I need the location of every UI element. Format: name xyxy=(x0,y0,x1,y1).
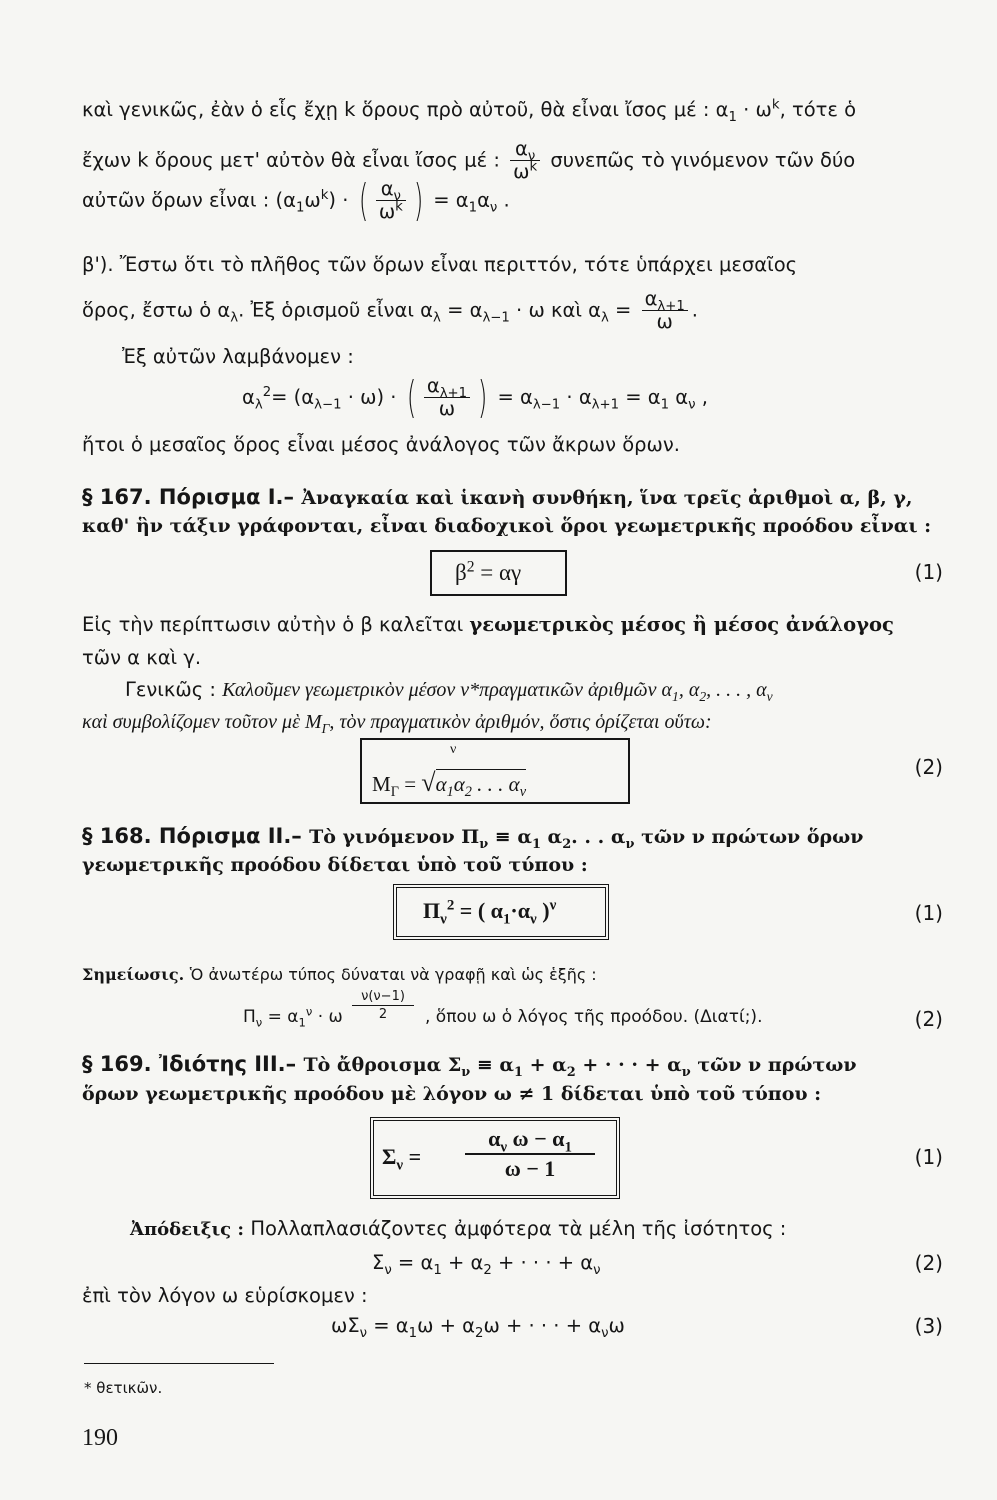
italic-text: , τὸν πραγματικὸν ἀριθμόν, ὅστις ὁρίζεται οὕτω: xyxy=(329,711,712,733)
bold-term: γεωμετρικὸς μέσος ἢ μέσος ἀνάλογος xyxy=(469,613,894,636)
subscript: 1 xyxy=(564,1139,572,1156)
text: ω xyxy=(608,1314,625,1337)
text: , τότε ὁ xyxy=(779,98,857,121)
text: Ὁ ἀνωτέρω τύπος δύναται νὰ γραφῇ καὶ ὡς ἑξῆς : xyxy=(189,965,597,984)
equation-number: (1) xyxy=(914,1145,943,1169)
italic-text: , . . . , α xyxy=(706,679,767,701)
fraction xyxy=(642,288,688,334)
text: + · · · + α xyxy=(575,1054,682,1076)
text: Γενικῶς : xyxy=(125,678,223,701)
text: γεωμετρικῆς προόδου δίδεται ὑπὸ τοῦ τύπου : xyxy=(82,854,588,876)
text: M xyxy=(372,772,391,796)
subscript: 1 xyxy=(295,200,305,216)
text: ωΣ xyxy=(331,1314,360,1337)
superscript: k xyxy=(320,187,329,203)
left-paren: ( xyxy=(358,174,368,226)
text-line xyxy=(82,255,944,275)
text: = α xyxy=(497,385,533,409)
text-line xyxy=(82,97,944,125)
exponent-fraction xyxy=(352,990,414,1021)
denominator: ω xyxy=(378,200,396,224)
subscript: ν xyxy=(359,1325,368,1341)
superscript: 2 xyxy=(446,897,455,914)
section-168-title: § 168. Πόρισμα II.– xyxy=(82,824,310,848)
text: = α xyxy=(391,1251,434,1274)
italic-text: Καλοῦμεν γεωμετρικὸν μέσον ν*πραγματικῶν ἀριθμῶν α xyxy=(222,679,673,701)
text: = α xyxy=(367,1314,409,1337)
equation xyxy=(331,1314,625,1341)
fraction xyxy=(510,138,540,184)
subscript: λ xyxy=(254,397,263,413)
fraction xyxy=(376,178,406,224)
fraction xyxy=(465,1128,595,1180)
italic-text: καὶ συμβολίζομεν τοῦτον μὲ M xyxy=(82,711,322,733)
numerator xyxy=(465,1128,595,1155)
equation xyxy=(372,1251,601,1278)
text: ≡ α xyxy=(470,1054,515,1076)
text: ἔχων k ὅρους μετ' αὐτὸν θὰ εἶναι ἴσος μέ : xyxy=(82,148,500,172)
text: τῶν ν πρώτων ὅρων xyxy=(634,826,864,848)
subscript: 1 xyxy=(728,109,737,125)
subscript: 1 xyxy=(660,397,670,413)
subscript: 2 xyxy=(566,1064,576,1080)
text: ἤτοι ὁ μεσαῖος ὅρος εἶναι μέσος ἀνάλογος τῶν ἄκρων ὅρων. xyxy=(82,433,680,456)
text: α xyxy=(669,385,689,409)
numerator: α xyxy=(380,177,394,200)
subscript: Γ xyxy=(321,721,330,736)
subscript: 1 xyxy=(514,1064,524,1080)
text: = xyxy=(398,772,422,796)
subscript: ν xyxy=(601,1325,609,1341)
right-paren: ) xyxy=(413,174,424,226)
text: . Ἐξ ὁρισμοῦ εἶναι α xyxy=(238,298,434,322)
numerator: α xyxy=(515,137,528,160)
subscript: λ+1 xyxy=(657,298,685,314)
text-line xyxy=(82,711,944,736)
text: Εἰς τὴν περίπτωσιν αὐτὴν ὁ β καλεῖται xyxy=(82,613,470,636)
text: α xyxy=(453,772,465,796)
denominator: ω xyxy=(438,397,456,421)
formula xyxy=(243,1004,343,1030)
formula: $M_\Gamma = √\alpha_1\alpha_2$ . . . $\alpha_\nu$ xyxy=(372,768,527,801)
section-167-text: Ἀναγκαία καὶ ἱκανὴ συνθήκη, ἵνα τρεῖς ἀριθμοὶ α, β, γ, xyxy=(301,487,913,509)
text: β'). Ἔστω ὅτι τὸ πλῆθος τῶν ὅρων εἶναι περιττόν, τότε ὑπάρχει μεσαῖος xyxy=(82,253,798,276)
text-line xyxy=(82,615,944,635)
text: + α xyxy=(523,1054,567,1076)
text: . . . α xyxy=(471,772,520,796)
superscript: ν xyxy=(549,897,557,914)
text-line: ὅρος, ἔστω ὁ $\alpha_\lambda$. Ἐξ ὁρισμοῦ εἶναι $\alpha_\lambda = \alpha_{\lambda-1} \cdot \omega$ καὶ $\alpha_\lambda$ = $\frac{\alpha_{\lambda+1}}{\omega}$ . xyxy=(82,287,698,334)
subscript: ν xyxy=(393,188,401,204)
equation-number: (2) xyxy=(914,1007,943,1031)
proof-label: Ἀπόδειξις : xyxy=(130,1219,251,1240)
text: ·α xyxy=(510,898,531,923)
text: · ω) · xyxy=(341,385,397,409)
subscript: 2 xyxy=(475,1325,484,1341)
section-167-title: § 167. Πόρισμα I.– xyxy=(82,485,302,509)
text: ω + α xyxy=(417,1314,476,1337)
text: · α xyxy=(560,385,592,409)
subscript: ν xyxy=(688,397,696,413)
text: = α xyxy=(433,188,469,212)
text: ὅρων γεωμετρικῆς προόδου μὲ λόγον ω ≠ 1 δίδεται ὑπὸ τοῦ τύπου : xyxy=(82,1083,822,1105)
text: = ( α xyxy=(454,898,503,923)
numerator: α xyxy=(644,287,658,310)
text: · ω xyxy=(736,98,772,121)
subscript: ν xyxy=(255,1015,263,1030)
text-line: αὐτῶν ὅρων εἶναι : $(\alpha_1\omega^k)$ · ( $\frac{\alpha_\nu}{\omega^k}$ ) = $\alpha_1\alpha_\nu$ . xyxy=(82,174,510,226)
exponent-numerator: ν(ν−1) xyxy=(352,990,414,1006)
subscript: ν xyxy=(384,1262,392,1278)
text: + α xyxy=(441,1251,484,1274)
numerator: α xyxy=(426,374,440,397)
text: Πολλαπλασιάζοντες ἀμφότερα τὰ μέλη τῆς ἰσότητος : xyxy=(250,1217,787,1240)
superscript: k xyxy=(395,199,403,215)
subscript: 1 xyxy=(502,911,511,928)
equation-number: (2) xyxy=(914,755,943,779)
superscript: ν xyxy=(305,1004,313,1019)
text: ω − α xyxy=(507,1126,565,1151)
text: ) · xyxy=(328,188,349,212)
equation-number: (1) xyxy=(914,901,943,925)
left-paren: ( xyxy=(406,371,416,423)
subscript: ν xyxy=(489,200,498,216)
equation-line: $\alpha_\lambda^2= (\alpha_{\lambda-1} \cdot \omega)$ · ( $\frac{\alpha_{\lambda+1}}{\omega}$ ) = $\alpha_{\lambda-1} \cdot \alpha_{\lambda+1} = \alpha_1$ $\alpha_\nu$ , xyxy=(242,371,708,423)
text: ) xyxy=(536,898,550,923)
radical-index: ν xyxy=(450,742,457,757)
subscript: 1 xyxy=(672,689,679,704)
subscript: λ−1 xyxy=(482,310,510,326)
subscript: ν xyxy=(440,911,447,928)
text: β xyxy=(455,560,467,585)
text-line xyxy=(130,1219,992,1239)
subscript: ν xyxy=(519,784,527,801)
text: καθ' ἣν τάξιν γράφονται, εἶναι διαδοχικοὶ ὅροι γεωμετρικῆς προόδου εἶναι : xyxy=(82,515,932,537)
text: · ω καὶ α xyxy=(509,298,601,322)
text: = (α xyxy=(271,385,315,409)
equation-number: (2) xyxy=(914,1251,943,1275)
subscript: 1 xyxy=(446,784,454,801)
text: Τὸ γινόμενον Π xyxy=(309,826,480,848)
text-line xyxy=(122,347,984,367)
text: Π xyxy=(243,1007,256,1027)
superscript: k xyxy=(771,97,780,113)
text: α xyxy=(435,772,447,796)
footnote-rule xyxy=(84,1363,274,1364)
text: αὐτῶν ὅρων εἶναι : (α xyxy=(82,188,296,212)
fraction xyxy=(424,375,470,421)
text-line xyxy=(82,517,944,536)
superscript: 2 xyxy=(466,558,475,576)
formula-text: , ὅπου ω ὁ λόγος τῆς προόδου. (Διατί;). xyxy=(425,1007,763,1027)
formula xyxy=(455,558,522,585)
section-169-title: § 169. Ἰδιότης III.– xyxy=(82,1052,304,1076)
subscript: ν xyxy=(766,689,773,704)
subscript: λ+1 xyxy=(591,397,620,413)
text: α xyxy=(242,385,255,409)
text-line xyxy=(82,1085,944,1104)
subscript: 1 xyxy=(408,1325,418,1341)
subscript: ν xyxy=(530,911,537,928)
text: συνεπῶς τὸ γινόμενον τῶν δύο xyxy=(550,148,856,172)
text-line xyxy=(82,435,944,455)
subscript: 2 xyxy=(464,784,472,801)
subscript: ν xyxy=(479,836,489,852)
page-number: 190 xyxy=(82,1425,118,1451)
subscript: ν xyxy=(461,1064,471,1080)
text: Σ xyxy=(382,1144,397,1169)
subscript: λ xyxy=(230,310,239,326)
text: = α xyxy=(619,385,661,409)
right-paren: ) xyxy=(477,371,488,423)
footnote: * θετικῶν. xyxy=(84,1379,163,1397)
text-line xyxy=(125,678,945,704)
text: ≡ α xyxy=(488,826,532,848)
superscript: k xyxy=(529,159,538,175)
text: ἐπὶ τὸν λόγον ω εὑρίσκομεν : xyxy=(82,1284,368,1307)
subscript: 1 xyxy=(298,1015,306,1030)
text: . . . α xyxy=(571,826,626,848)
subscript: ν xyxy=(396,1157,404,1174)
subscript: ν xyxy=(681,1064,691,1080)
denominator: ω − 1 xyxy=(504,1156,556,1181)
formula-lhs xyxy=(382,1144,422,1174)
text-line xyxy=(82,138,944,184)
text: Τὸ ἄθροισμα Σ xyxy=(303,1054,462,1076)
text: Ἐξ αὐτῶν λαμβάνομεν : xyxy=(122,345,354,368)
text-line xyxy=(82,1286,944,1306)
text-line xyxy=(82,856,944,875)
denominator: ω xyxy=(656,310,673,334)
text: τῶν α καὶ γ. xyxy=(82,646,202,669)
text: = α xyxy=(440,298,483,322)
subscript: Γ xyxy=(390,784,399,801)
subscript: 1 xyxy=(468,200,478,216)
text: α xyxy=(540,826,563,848)
subscript: λ xyxy=(600,310,609,326)
superscript: 2 xyxy=(262,384,272,400)
denominator: ω xyxy=(513,160,530,184)
text: Π xyxy=(423,898,441,923)
subscript: 2 xyxy=(483,1262,492,1278)
text: · ω xyxy=(312,1007,343,1027)
note-label: Σημείωσις. xyxy=(82,965,190,984)
text: ω xyxy=(304,188,321,212)
exponent-denominator: 2 xyxy=(378,1007,388,1022)
subscript: λ xyxy=(433,310,441,326)
text: Σ xyxy=(372,1251,385,1274)
italic-text: , α xyxy=(678,679,700,701)
section-heading xyxy=(82,824,944,852)
section-heading xyxy=(82,487,944,508)
subscript: λ−1 xyxy=(532,397,561,413)
subscript: 1 xyxy=(531,836,541,852)
subscript: λ−1 xyxy=(314,397,342,413)
section-heading xyxy=(82,1052,944,1080)
text: καὶ γενικῶς, ἐὰν ὁ εἷς ἔχῃ k ὅρους πρὸ αὐτοῦ, θὰ εἶναι ἴσος μέ : α xyxy=(82,98,729,121)
text: τῶν ν πρώτων xyxy=(690,1054,857,1076)
equation-number: (1) xyxy=(914,560,943,584)
subscript: λ+1 xyxy=(439,385,468,401)
text: = αγ xyxy=(474,560,522,585)
text: = xyxy=(608,298,632,322)
subscript: 2 xyxy=(562,836,572,852)
text-line xyxy=(82,648,944,668)
text: ω + · · · + α xyxy=(483,1314,602,1337)
subscript: 2 xyxy=(699,689,707,704)
text: = xyxy=(403,1144,422,1169)
subscript: ν xyxy=(500,1139,508,1156)
text: + · · · + α xyxy=(491,1251,594,1274)
subscript: ν xyxy=(625,836,635,852)
equation-number: (3) xyxy=(914,1314,943,1338)
text: α xyxy=(477,188,490,212)
text: = α xyxy=(262,1007,299,1027)
subscript: 1 xyxy=(433,1262,442,1278)
text: α xyxy=(488,1126,501,1151)
note-line xyxy=(82,967,944,983)
text: ὅρος, ἔστω ὁ α xyxy=(82,298,231,322)
formula xyxy=(423,897,557,928)
subscript: ν xyxy=(593,1262,601,1278)
subscript: ν xyxy=(527,148,536,164)
